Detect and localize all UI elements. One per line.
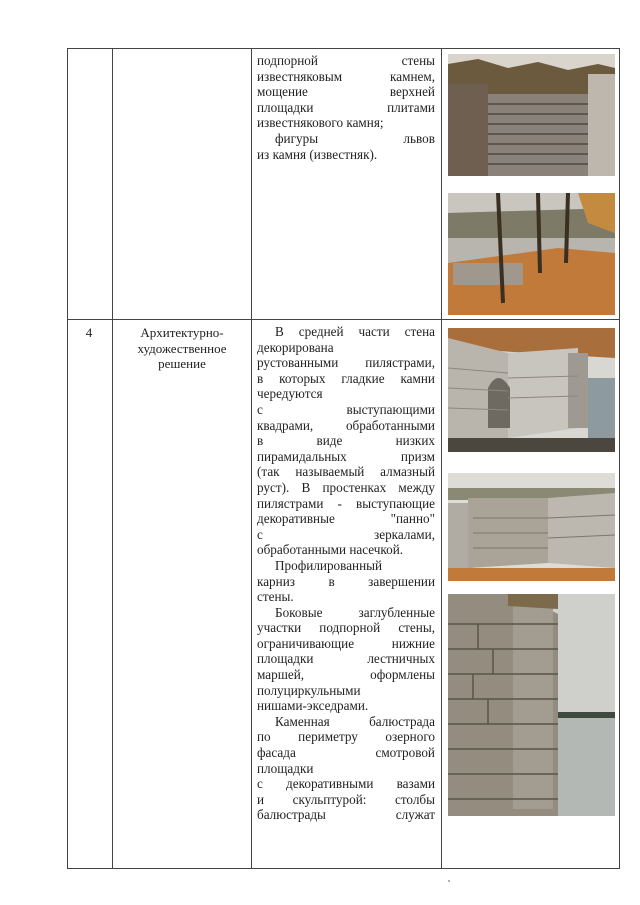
text-line: маршей, оформлены [257, 667, 435, 683]
text-line: декоративные "панно" [257, 511, 435, 527]
text-line: полуциркульными [257, 682, 361, 698]
text-line: квадрами, обработанными [257, 417, 435, 433]
table-right-border [619, 48, 620, 869]
text-line: балюстрады служат [257, 807, 435, 823]
row4-description [257, 324, 435, 823]
text-line: Каменная балюстрада [275, 713, 435, 729]
column-divider-2 [251, 48, 252, 869]
table-top-border [67, 48, 620, 49]
text-line: площадки плитами [257, 99, 435, 115]
text-line: руст). В простенках между [257, 479, 435, 495]
niche-with-water-photo [448, 473, 615, 581]
text-line: в которых гладкие камни [257, 370, 435, 386]
text-line: площадки лестничных [257, 651, 435, 667]
text-line: рустованными пилястрами, [257, 355, 435, 371]
text-line: в виде низких [257, 433, 435, 449]
text-line: обработанными насечкой. [257, 542, 404, 558]
text-line: В средней части стена [275, 324, 435, 339]
text-line: пилястрами - выступающие [257, 495, 435, 511]
row-divider [67, 319, 620, 320]
column-divider-3 [441, 48, 442, 869]
text-line: чередуются [257, 386, 323, 402]
exedra-wall-photo [448, 328, 615, 452]
text-line: с декоративными вазами [257, 776, 435, 792]
text-line: подпорной стены [257, 53, 435, 68]
text-line: с выступающими [257, 401, 435, 417]
autumn-terrace-photo [448, 193, 615, 315]
row-category: Архитектурно-художественное решение [137, 325, 227, 372]
rusticated-pilaster-photo [448, 594, 615, 816]
text-line: известнякового камня; [257, 115, 384, 131]
staircase-photo [448, 54, 615, 176]
row-number: 4 [85, 325, 93, 340]
scan-speck [448, 880, 450, 882]
text-line: площадки [257, 760, 314, 776]
text-line: участки подпорной стены, [257, 620, 435, 636]
text-line: нишами-экседрами. [257, 698, 369, 714]
text-line: карниз в завершении [257, 573, 435, 589]
row3-description [257, 53, 435, 162]
text-line: и скульптурой: столбы [257, 791, 435, 807]
text-line: с зеркалами, [257, 526, 435, 542]
text-line: (так называемый алмазный [257, 464, 435, 480]
text-line: пирамидальных призм [257, 448, 435, 464]
text-line: Боковые заглубленные [275, 604, 435, 620]
table-bottom-border [67, 868, 620, 869]
text-line: фасада смотровой [257, 745, 435, 761]
table-left-border [67, 48, 68, 869]
text-line: по периметру озерного [257, 729, 435, 745]
text-line: стены. [257, 589, 294, 605]
text-line: фигуры львов [275, 130, 435, 146]
text-line: мощение верхней [257, 84, 435, 100]
monument-table [67, 48, 620, 869]
text-line: декорирована [257, 339, 334, 355]
text-line: известняковым камнем, [257, 68, 435, 84]
text-line: из камня (известняк). [257, 146, 378, 162]
text-line: ограничивающие нижние [257, 635, 435, 651]
text-line: Профилированный [275, 557, 383, 573]
column-divider-1 [112, 48, 113, 869]
